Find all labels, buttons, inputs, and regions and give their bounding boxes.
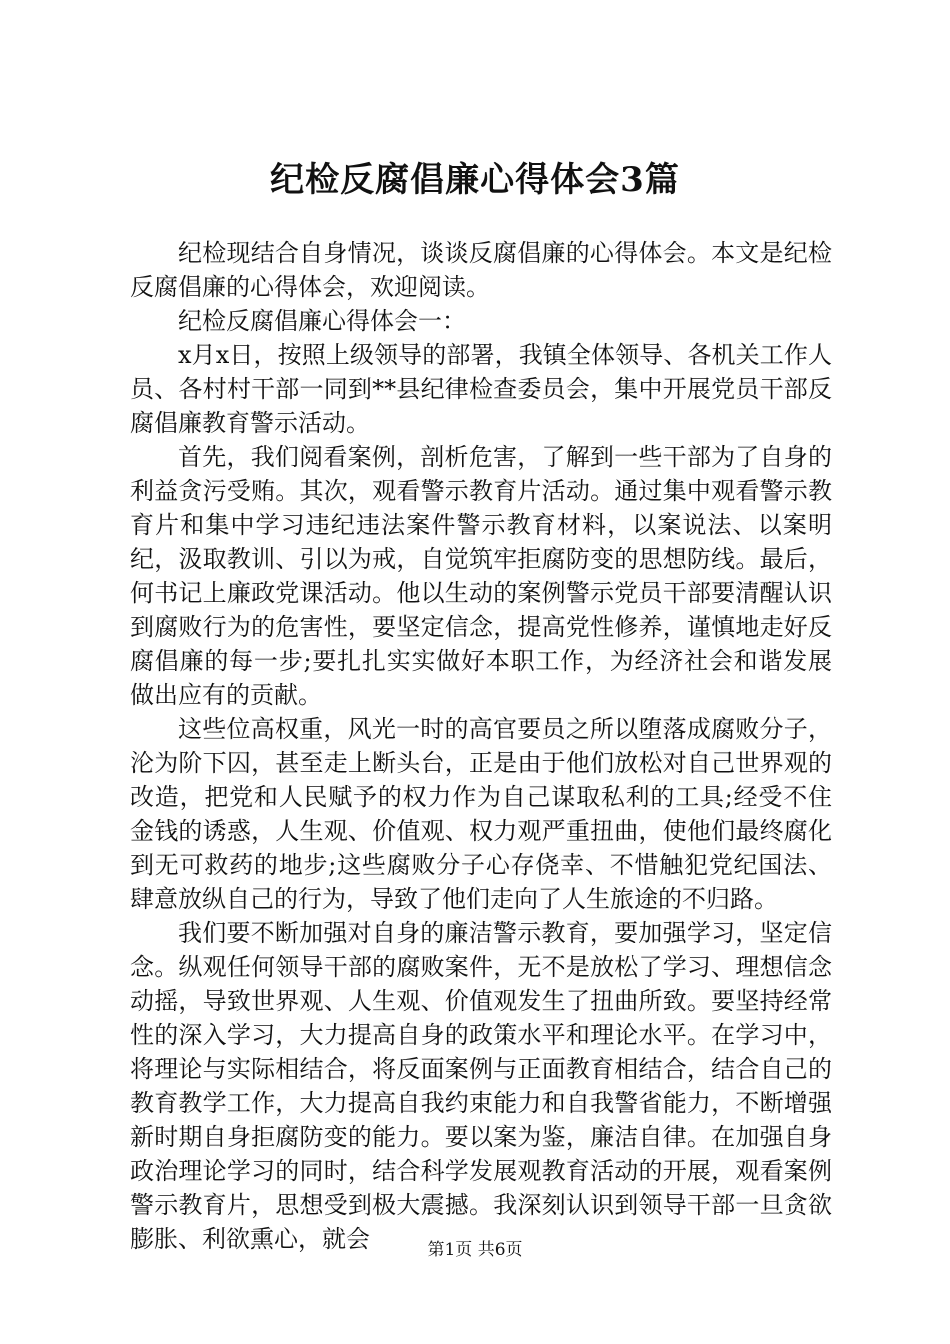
paragraph-self-education: 我们要不断加强对自身的廉洁警示教育，要加强学习，坚定信念。纵观任何领导干部的腐败案件，无不是放松了学习、理想信念动摇，导致世界观、人生观、价值观发生了扭曲所致。要坚持经常性的深入学习，大力提高自身的政策水平和理论水平。在学习中，将理论与实际相结合，将反面案例与正面教育相结合，结合自己的教育教学工作，大力提高自我约束能力和自我警省能力，不断增强新时期自身拒腐防变的能力。要以案为鉴，廉洁自律。在加强自身政治理论学习的同时，结合科学发展观教育活动的开展，观看案例警示教育片，思想受到极大震撼。我深刻认识到领导干部一旦贪欲膨胀、利欲熏心，就会 (130, 919, 832, 1253)
document-title: 纪检反腐倡廉心得体会3篇 (270, 160, 680, 200)
paragraph-corrupt-officials: 这些位高权重，风光一时的高官要员之所以堕落成腐败分子，沦为阶下囚，甚至走上断头台，正是由于他们放松对自己世界观的改造，把党和人民赋予的权力作为自己谋取私利的工具;经受不住金钱的诱惑，人生观、价值观、权力观严重扭曲，使他们最终腐化到无可救药的地步;这些腐败分子心存侥幸、不惜触犯党纪国法、肆意放纵自己的行为，导致了他们走向了人生旅途的不归路。 (130, 715, 832, 913)
paragraph-first-steps: 首先，我们阅看案例，剖析危害，了解到一些干部为了自身的利益贪污受贿。其次，观看警示教育片活动。通过集中观看警示教育片和集中学习违纪违法案件警示教育材料，以案说法、以案明纪，汲取教训、引以为戒，自觉筑牢拒腐防变的思想防线。最后，何书记上廉政党课活动。他以生动的案例警示党员干部要清醒认识到腐败行为的危害性，要坚定信念，提高党性修养，谨慎地走好反腐倡廉的每一步;要扎扎实实做好本职工作，为经济社会和谐发展做出应有的贡献。 (130, 443, 832, 709)
document-body (130, 236, 832, 1256)
page-footer: 第1页 共6页 (427, 1240, 523, 1260)
paragraph-activity: x月x日，按照上级领导的部署，我镇全体领导、各机关工作人员、各村村干部一同到**县纪律检查委员会，集中开展党员干部反腐倡廉教育警示活动。 (130, 341, 832, 437)
paragraph-section-heading: 纪检反腐倡廉心得体会一： (178, 307, 466, 335)
paragraph-intro: 纪检现结合自身情况，谈谈反腐倡廉的心得体会。本文是纪检反腐倡廉的心得体会，欢迎阅读。 (130, 239, 832, 301)
